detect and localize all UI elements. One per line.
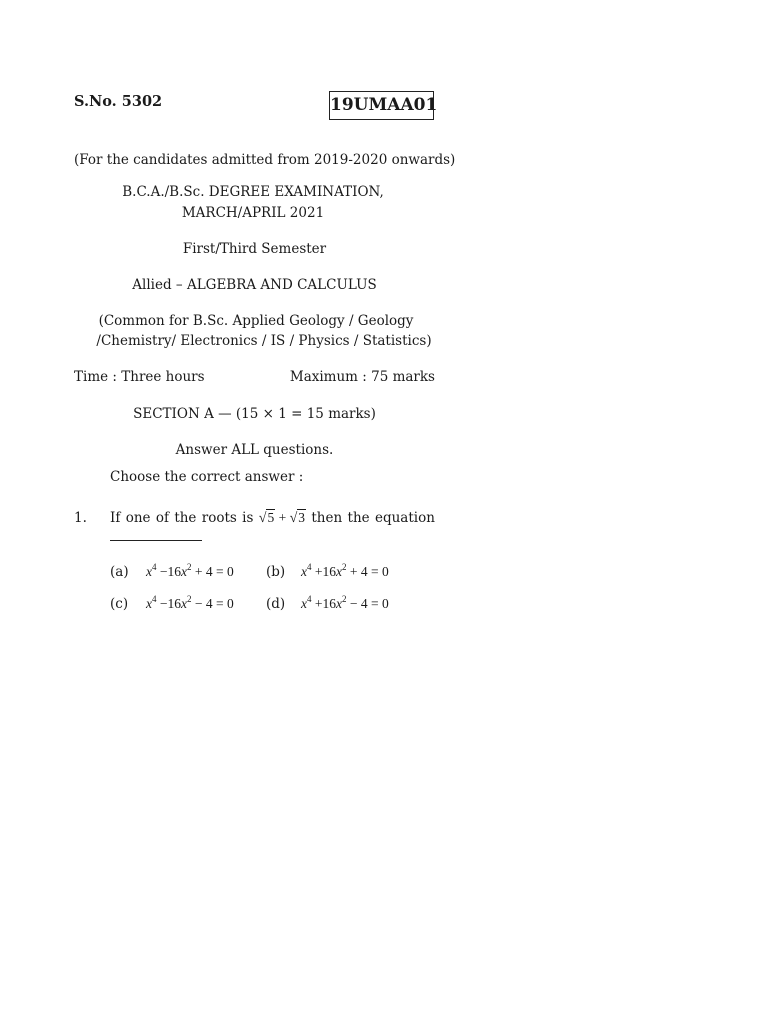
time-allowed: Time : Three hours — [74, 369, 205, 385]
question-word: then — [311, 510, 343, 526]
question-word: of — [155, 510, 169, 526]
serial-number: S.No. 5302 — [74, 93, 163, 110]
question-word: the — [174, 510, 197, 526]
question-word: one — [125, 510, 151, 526]
question-word: If — [110, 510, 121, 526]
option-a-label: (a) — [110, 564, 129, 580]
answer-all-instruction: Answer ALL questions. — [175, 442, 334, 458]
question-text — [110, 508, 435, 529]
sqrt-three: √3 — [289, 510, 306, 526]
admission-note: (For the candidates admitted from 2019-2020 onwards) — [74, 152, 456, 168]
answer-blank-line — [110, 540, 202, 541]
exam-title-line1: B.C.A./B.Sc. DEGREE EXAMINATION, — [122, 184, 384, 200]
question-word: equation — [374, 510, 435, 526]
question-word: the — [347, 510, 370, 526]
option-b-label: (b) — [266, 564, 286, 580]
subject-line: Allied – ALGEBRA AND CALCULUS — [132, 277, 377, 293]
root-expression: √5 + √3 — [259, 508, 306, 529]
semester-line: First/Third Semester — [182, 241, 327, 257]
sqrt-five: √5 — [258, 510, 275, 526]
exam-title-line2: MARCH/APRIL 2021 — [181, 205, 325, 221]
question-word: is — [242, 510, 254, 526]
option-c-label: (c) — [110, 596, 129, 612]
option-d-equation: $x^4 +16x^2 - 4 = 0$ — [301, 594, 389, 611]
common-for-line2: /Chemistry/ Electronics / IS / Physics / Statistics) — [96, 333, 432, 349]
question-word: roots — [201, 510, 237, 526]
option-a-equation: $x^4 -16x^2 + 4 = 0$ — [146, 562, 234, 579]
option-b-equation: $x^4 +16x^2 + 4 = 0$ — [301, 562, 389, 579]
choose-correct-instruction: Choose the correct answer : — [110, 469, 304, 485]
section-heading: SECTION A — (15 × 1 = 15 marks) — [133, 406, 376, 422]
maximum-marks: Maximum : 75 marks — [289, 369, 435, 385]
time-marks-row — [74, 368, 435, 386]
common-for-line1: (Common for B.Sc. Applied Geology / Geology — [98, 313, 414, 329]
paper-code-box: 19UMAA01 — [329, 91, 434, 120]
option-d-label: (d) — [266, 596, 286, 612]
question-number: 1. — [74, 510, 87, 526]
option-c-equation: $x^4 -16x^2 - 4 = 0$ — [146, 594, 234, 611]
